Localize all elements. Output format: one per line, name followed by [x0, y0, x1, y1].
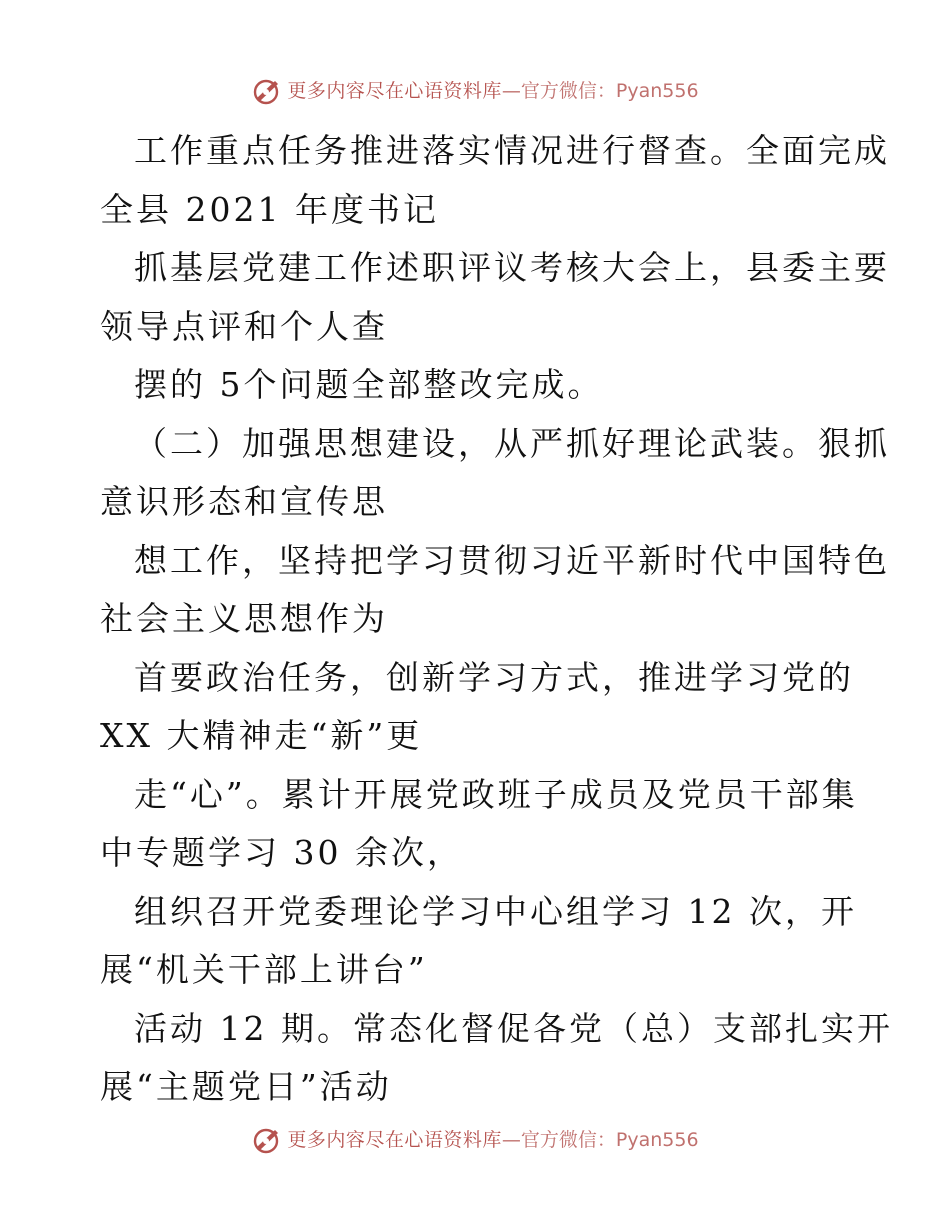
header-watermark: [0, 76, 950, 106]
text-line: 展“机关干部上讲台”: [100, 950, 428, 989]
text-line: （二）加强思想建设，从严抓好理论武装。狠抓: [134, 423, 890, 463]
text-line: 工作重点任务推进落实情况进行督查。全面完成: [134, 131, 890, 170]
watermark-brand-text: 更多内容尽在心语资料库: [287, 80, 502, 102]
text-line: 组织召开党委理论学习中心组学习 12 次，开: [134, 891, 857, 931]
text-line: XX 大精神走“新”更: [100, 716, 423, 755]
watermark-brand-text: 更多内容尽在心语资料库: [287, 1129, 502, 1151]
watermark-contact-text: —官方微信：Pyan556: [501, 80, 699, 102]
ink-pen-logo-icon: [251, 76, 283, 106]
footer-watermark: [0, 1125, 950, 1155]
text-line: 领导点评和个人查: [100, 306, 388, 346]
text-line: 摆的 5个问题全部整改完成。: [134, 365, 604, 404]
text-line: 展“主题党日”活动: [100, 1067, 392, 1106]
text-line: 中专题学习 30 余次，: [100, 833, 463, 872]
text-line: 抓基层党建工作述职评议考核大会上，县委主要: [134, 248, 890, 287]
document-body: [100, 122, 893, 1117]
ink-pen-logo-icon: [251, 1125, 283, 1155]
text-line: 意识形态和宣传思: [100, 482, 388, 521]
text-line: 社会主义思想作为: [100, 599, 388, 638]
text-line: 全县 2021 年度书记: [100, 189, 439, 229]
text-line: 首要政治任务，创新学习方式，推进学习党的: [134, 657, 854, 697]
text-line: 想工作，坚持把学习贯彻习近平新时代中国特色: [134, 540, 890, 580]
text-line: 活动 12 期。常态化督促各党（总）支部扎实开: [134, 1008, 893, 1048]
watermark-contact-text: —官方微信：Pyan556: [501, 1129, 699, 1151]
text-line: 走“心”。累计开展党政班子成员及党员干部集: [134, 774, 858, 814]
